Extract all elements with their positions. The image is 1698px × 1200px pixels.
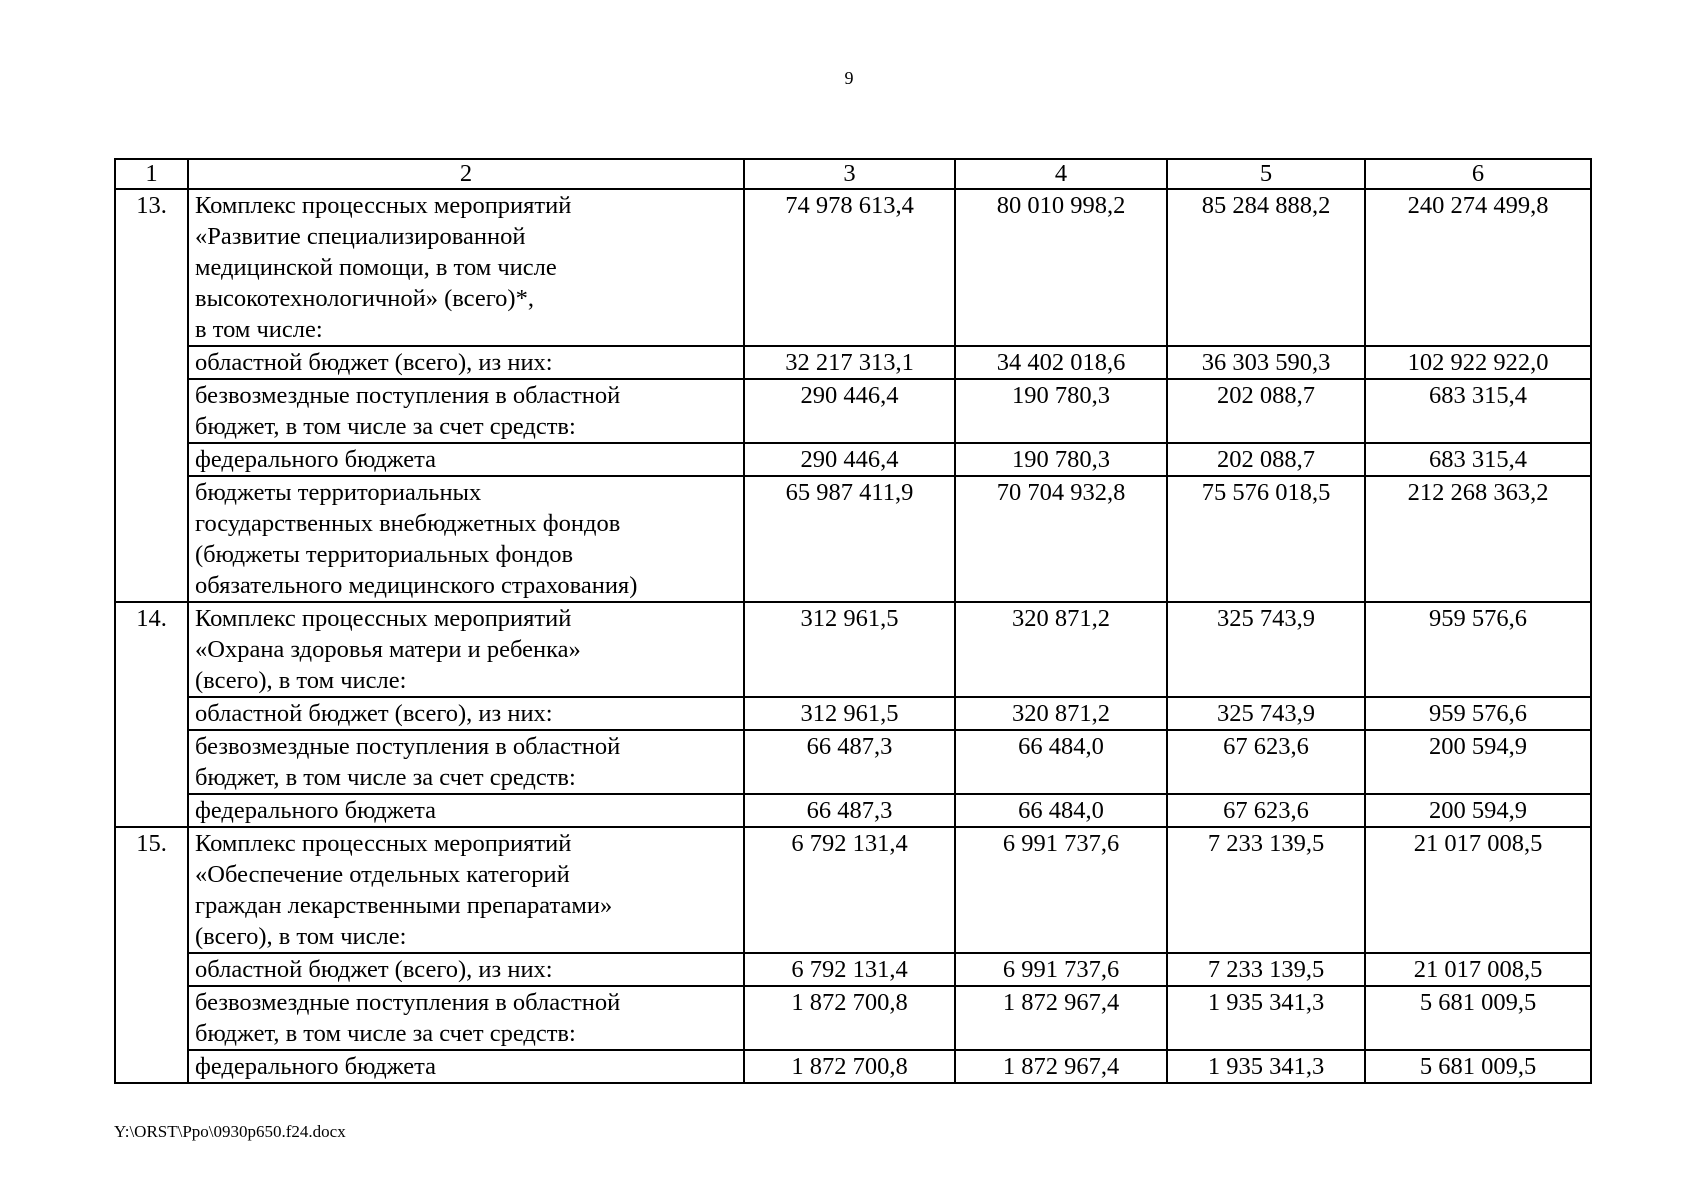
description-line: (бюджеты территориальных фондов [195,541,574,568]
budget-table [114,158,1592,1084]
description-line: федерального бюджета [195,446,437,473]
value-cell-col-3: 1 872 700,8 [744,1050,955,1083]
row-description-cell [188,476,744,602]
value-cell-col-4: 70 704 932,8 [955,476,1167,602]
table-row [115,697,1591,730]
value-cell-col-5: 325 743,9 [1167,697,1365,730]
value-cell-col-6: 240 274 499,8 [1365,189,1591,346]
description-line: Комплекс процессных мероприятий [195,830,572,857]
row-description-cell [188,1050,744,1083]
description-line: Комплекс процессных мероприятий [195,605,572,632]
value-cell-col-3: 66 487,3 [744,730,955,794]
row-number-cell: 15. [115,827,188,1083]
header-cell-5: 5 [1167,159,1365,189]
row-description-cell [188,189,744,346]
description-line: бюджеты территориальных [195,479,482,506]
value-cell-col-5: 36 303 590,3 [1167,346,1365,379]
value-cell-col-6: 200 594,9 [1365,730,1591,794]
description-line: медицинской помощи, в том числе [195,254,557,281]
value-cell-col-3: 1 872 700,8 [744,986,955,1050]
header-cell-6: 6 [1365,159,1591,189]
description-line: Комплекс процессных мероприятий [195,192,572,219]
value-cell-col-4: 1 872 967,4 [955,1050,1167,1083]
description-line: безвозмездные поступления в областной [195,989,621,1016]
row-description-cell [188,346,744,379]
value-cell-col-6: 21 017 008,5 [1365,827,1591,953]
value-cell-col-6: 959 576,6 [1365,602,1591,697]
description-line: безвозмездные поступления в областной [195,733,621,760]
table-row [115,794,1591,827]
description-line: областной бюджет (всего), из них: [195,700,553,727]
value-cell-col-6: 21 017 008,5 [1365,953,1591,986]
description-line: областной бюджет (всего), из них: [195,956,553,983]
table-row [115,827,1591,953]
row-description-cell [188,953,744,986]
value-cell-col-3: 6 792 131,4 [744,827,955,953]
description-line: бюджет, в том числе за счет средств: [195,1020,576,1047]
value-cell-col-4: 6 991 737,6 [955,827,1167,953]
value-cell-col-5: 85 284 888,2 [1167,189,1365,346]
row-number-cell: 14. [115,602,188,827]
value-cell-col-4: 66 484,0 [955,730,1167,794]
row-description-cell [188,794,744,827]
table-row [115,953,1591,986]
value-cell-col-5: 67 623,6 [1167,794,1365,827]
row-description-cell [188,730,744,794]
value-cell-col-6: 102 922 922,0 [1365,346,1591,379]
row-description-cell [188,379,744,443]
table-row [115,189,1591,346]
value-cell-col-6: 200 594,9 [1365,794,1591,827]
description-line: областной бюджет (всего), из них: [195,349,553,376]
value-cell-col-3: 312 961,5 [744,602,955,697]
value-cell-col-4: 1 872 967,4 [955,986,1167,1050]
value-cell-col-4: 80 010 998,2 [955,189,1167,346]
table-row [115,346,1591,379]
row-description-cell [188,986,744,1050]
table-row [115,1050,1591,1083]
value-cell-col-5: 202 088,7 [1167,443,1365,476]
value-cell-col-5: 7 233 139,5 [1167,953,1365,986]
value-cell-col-6: 959 576,6 [1365,697,1591,730]
description-line: граждан лекарственными препаратами» [195,892,613,919]
table-row [115,379,1591,443]
description-line: «Развитие специализированной [195,223,526,250]
value-cell-col-3: 312 961,5 [744,697,955,730]
description-line: бюджет, в том числе за счет средств: [195,764,576,791]
header-cell-1: 1 [115,159,188,189]
header-cell-4: 4 [955,159,1167,189]
description-line: федерального бюджета [195,797,437,824]
value-cell-col-3: 290 446,4 [744,379,955,443]
value-cell-col-4: 34 402 018,6 [955,346,1167,379]
header-cell-3: 3 [744,159,955,189]
header-cell-2: 2 [188,159,744,189]
value-cell-col-3: 74 978 613,4 [744,189,955,346]
value-cell-col-5: 1 935 341,3 [1167,986,1365,1050]
value-cell-col-5: 202 088,7 [1167,379,1365,443]
footer-file-path: Y:\ORST\Ppo\0930p650.f24.docx [114,1122,346,1141]
row-description-cell [188,827,744,953]
value-cell-col-3: 65 987 411,9 [744,476,955,602]
value-cell-col-6: 683 315,4 [1365,443,1591,476]
table-row [115,443,1591,476]
description-line: в том числе: [195,316,323,343]
row-description-cell [188,697,744,730]
table-body [115,159,1591,1083]
value-cell-col-5: 1 935 341,3 [1167,1050,1365,1083]
value-cell-col-5: 67 623,6 [1167,730,1365,794]
value-cell-col-5: 7 233 139,5 [1167,827,1365,953]
value-cell-col-4: 66 484,0 [955,794,1167,827]
row-description-cell [188,443,744,476]
value-cell-col-4: 6 991 737,6 [955,953,1167,986]
description-line: обязательного медицинского страхования) [195,572,638,599]
description-line: государственных внебюджетных фондов [195,510,621,537]
value-cell-col-5: 325 743,9 [1167,602,1365,697]
row-description-cell [188,602,744,697]
description-line: безвозмездные поступления в областной [195,382,621,409]
table-row [115,476,1591,602]
value-cell-col-3: 290 446,4 [744,443,955,476]
description-line: федерального бюджета [195,1053,437,1080]
table-row [115,986,1591,1050]
value-cell-col-4: 320 871,2 [955,602,1167,697]
value-cell-col-4: 190 780,3 [955,443,1167,476]
row-number-cell: 13. [115,189,188,602]
value-cell-col-3: 32 217 313,1 [744,346,955,379]
description-line: (всего), в том числе: [195,923,407,950]
value-cell-col-4: 190 780,3 [955,379,1167,443]
value-cell-col-5: 75 576 018,5 [1167,476,1365,602]
description-line: бюджет, в том числе за счет средств: [195,413,576,440]
description-line: высокотехнологичной» (всего)*, [195,285,534,312]
table-row [115,602,1591,697]
table-row [115,730,1591,794]
table-header-row [115,159,1591,189]
description-line: «Охрана здоровья матери и ребенка» [195,636,581,663]
page-number: 9 [844,68,854,88]
description-line: (всего), в том числе: [195,667,407,694]
value-cell-col-4: 320 871,2 [955,697,1167,730]
value-cell-col-6: 212 268 363,2 [1365,476,1591,602]
value-cell-col-6: 5 681 009,5 [1365,1050,1591,1083]
value-cell-col-3: 66 487,3 [744,794,955,827]
value-cell-col-6: 5 681 009,5 [1365,986,1591,1050]
description-line: «Обеспечение отдельных категорий [195,861,570,888]
value-cell-col-6: 683 315,4 [1365,379,1591,443]
value-cell-col-3: 6 792 131,4 [744,953,955,986]
